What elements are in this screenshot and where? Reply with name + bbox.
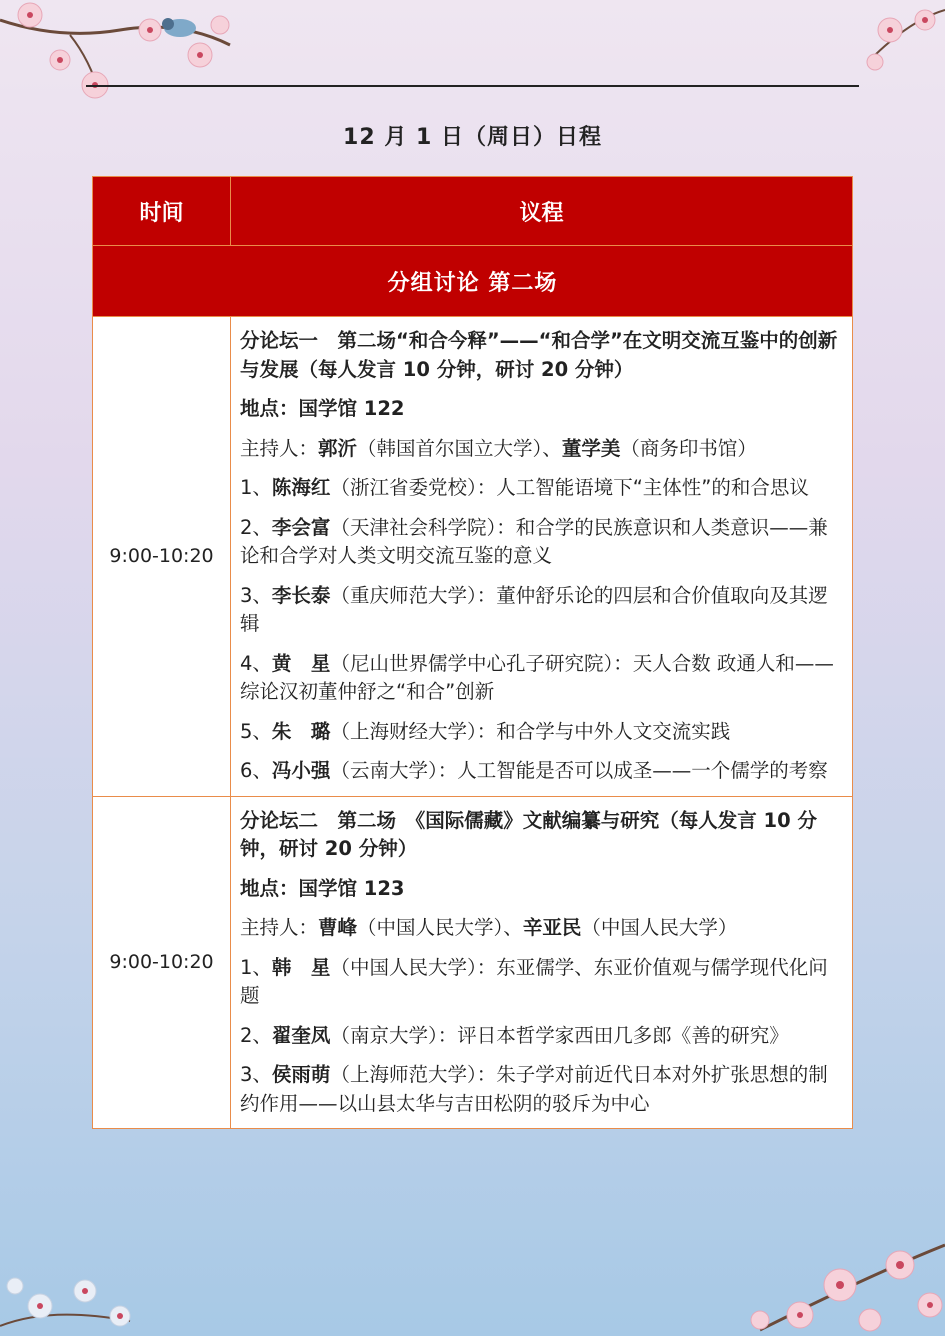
speaker-name: 陈海红 [271,476,331,499]
talk-number: 1、 [240,955,272,979]
talk-number: 5、 [240,719,272,743]
forum-title: 分论坛二 第二场 《国际儒藏》文献编纂与研究（每人发言 10 分钟，研讨 20 分钟） [240,808,817,860]
speaker-name: 李长泰 [271,583,331,607]
talk-number: 1、 [240,476,272,499]
talk-number: 3、 [240,1063,272,1086]
list-item [240,954,844,1011]
header-rule [86,85,859,87]
host-name: 郭沂 [318,436,358,460]
speaker-name: 李会富 [271,515,331,539]
table-row [93,317,853,797]
speaker-name: 冯小强 [271,759,331,782]
talk-number: 2、 [240,1023,272,1047]
list-item [240,514,844,571]
agenda-cell [231,796,853,1129]
list-item [240,1061,844,1118]
list-item [240,474,844,503]
talk-detail: （云南大学）：人工智能是否可以成圣——一个儒学的考察 [330,759,828,782]
location: 地点：国学馆 123 [240,876,405,900]
session-row [93,246,853,317]
talk-detail: （中国人民大学）：东亚儒学、东亚价值观与儒学现代化问题 [240,955,828,1007]
talk-detail: （南京大学）：评日本哲学家西田几多郎《善的研究》 [330,1023,789,1047]
talk-detail: （天津社会科学院）：和合学的民族意识和人类意识——兼论和合学对人类文明交流互鉴的意义 [240,515,828,567]
list-item [240,718,844,747]
time-cell: 9:00-10:20 [93,317,231,797]
blossom-bottom-left [0,1256,150,1336]
table-header-row [93,177,853,246]
speaker-name: 黄 星 [271,651,331,675]
table-row [93,796,853,1129]
host-name: 曹峰 [318,916,358,939]
talk-number: 4、 [240,651,272,675]
blossom-branch-top-left [0,0,240,110]
speaker-name: 朱 璐 [271,719,331,743]
list-item [240,650,844,707]
agenda-column-header: 议程 [231,177,853,246]
host-label: 主持人： [240,916,319,939]
talk-detail: （上海财经大学）：和合学与中外人文交流实践 [330,719,731,743]
speaker-name: 翟奎凤 [271,1023,331,1047]
agenda-cell [231,317,853,797]
forum-title: 分论坛一 第二场“和合今释”——“和合学”在文明交流互鉴中的创新与发展（每人发言 10 分钟，研讨 20 分钟） [240,329,838,381]
list-item [240,1022,844,1051]
time-column-header: 时间 [93,177,231,246]
schedule-table [92,176,853,1129]
hosts-line [240,435,844,464]
talk-detail: （浙江省委党校）：人工智能语境下“主体性”的和合思议 [330,476,809,499]
talk-detail: （重庆师范大学）：董仲舒乐论的四层和合价值取向及其逻辑 [240,583,828,635]
host-org: （中国人民大学） [581,916,738,939]
host-sep: 、 [542,436,562,460]
page-title: 12 月 1 日（周日）日程 [343,125,602,150]
host-label: 主持人： [240,436,319,460]
session-title: 分组讨论 第二场 [93,246,853,317]
talk-detail: （上海师范大学）：朱子学对前近代日本对外扩张思想的制约作用——以山县太华与吉田松阴的驳斥为中心 [240,1063,828,1115]
host-sep: 、 [503,916,523,939]
talk-number: 3、 [240,583,272,607]
list-item [240,757,844,786]
hosts-line [240,914,844,943]
blossom-bottom-right [700,1225,945,1336]
host-org: （中国人民大学） [357,916,504,939]
speaker-name: 侯雨萌 [271,1063,331,1086]
host-name: 辛亚民 [522,916,582,939]
speaker-name: 韩 星 [271,955,331,979]
blossom-top-right [830,0,945,80]
list-item [240,582,844,639]
talk-detail: （尼山世界儒学中心孔子研究院）：天人合数 政通人和——综论汉初董仲舒之“和合”创新 [240,651,834,703]
host-org: （韩国首尔国立大学） [357,436,543,460]
host-org: （商务印书馆） [620,436,757,460]
location: 地点：国学馆 122 [240,397,405,420]
time-cell: 9:00-10:20 [93,796,231,1129]
talk-number: 2、 [240,515,272,539]
talk-number: 6、 [240,759,272,782]
host-name: 董学美 [561,436,621,460]
